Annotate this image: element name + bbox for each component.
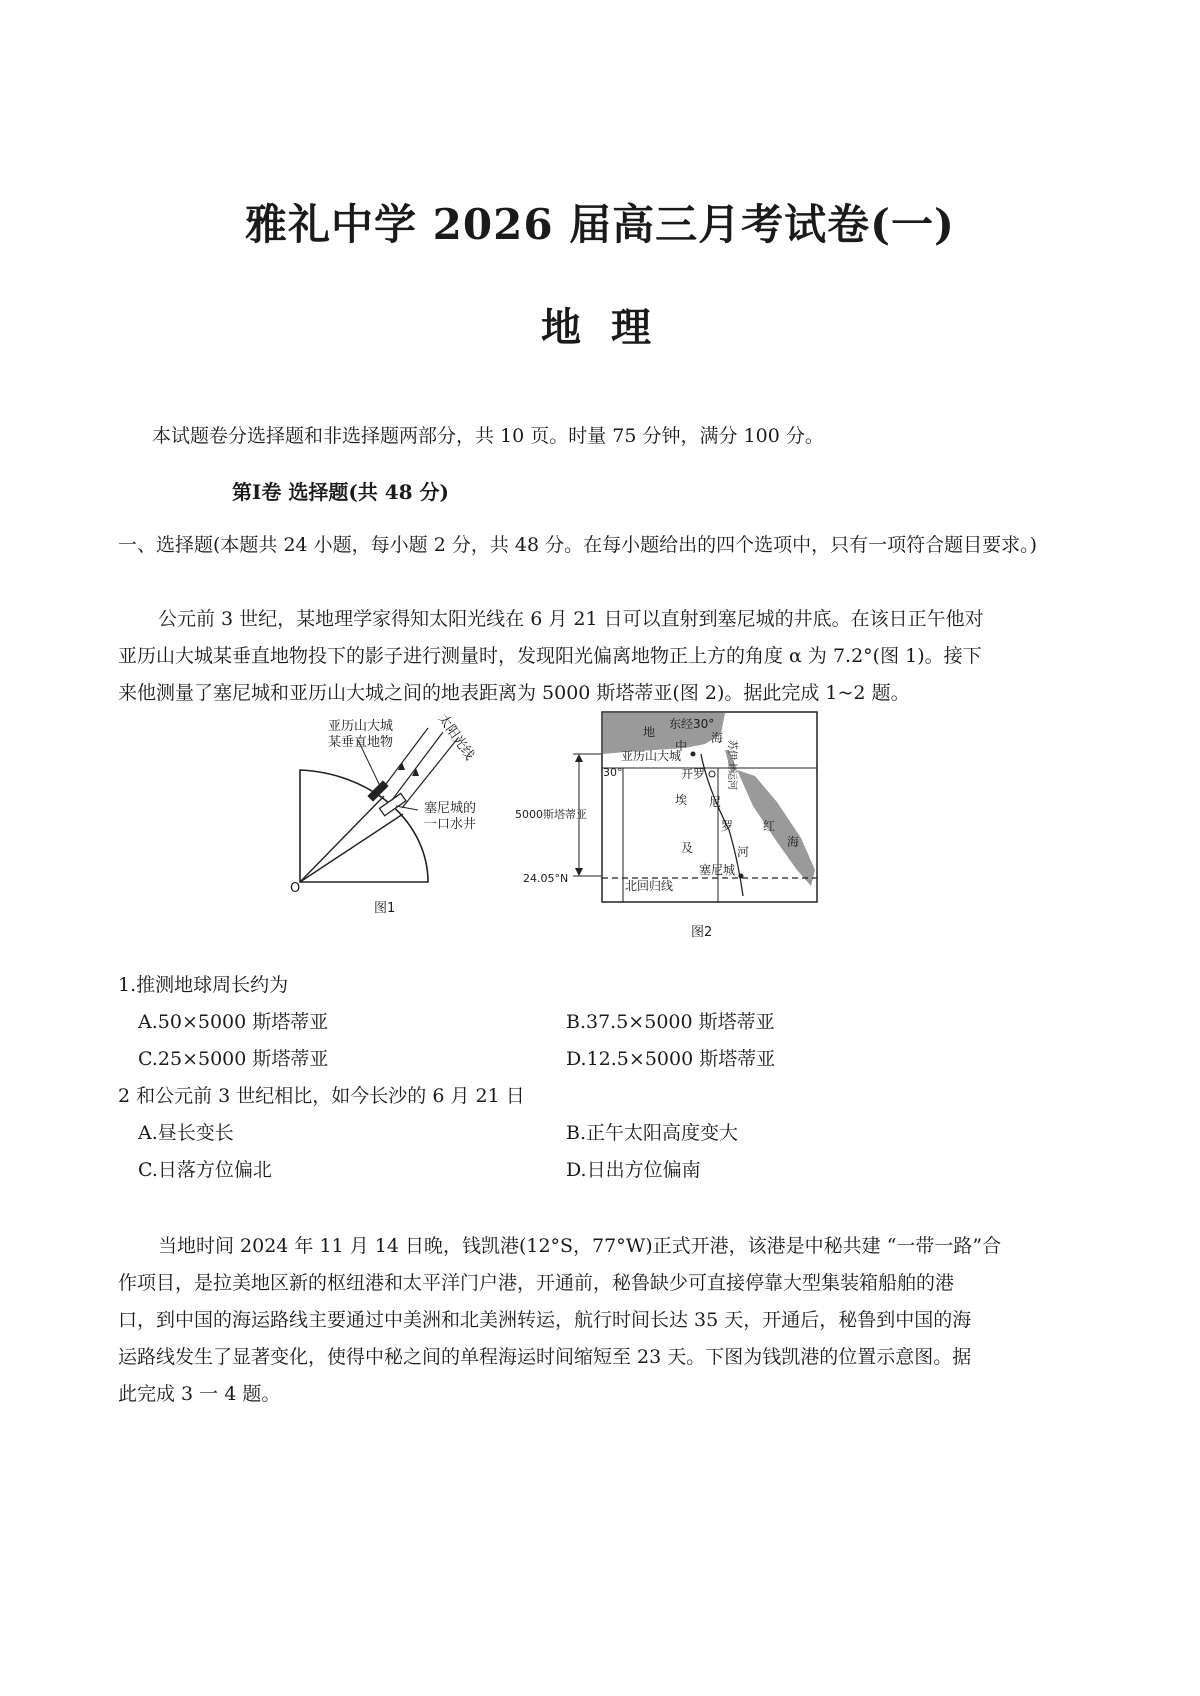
distance-arrow-bottom xyxy=(575,868,583,876)
figure-1-well-label-1: 塞尼城的 xyxy=(424,801,477,816)
figure-2-lat30-label: 30° xyxy=(603,766,623,779)
figure-2-map xyxy=(515,710,825,942)
figure-1-well-label-2: 一口水井 xyxy=(424,817,477,832)
figure-2-egypt-label-1: 埃 xyxy=(675,793,688,807)
earth-quarter-circle xyxy=(300,770,428,882)
exam-title: 雅礼中学 2026 届高三月考试卷(一) xyxy=(245,200,955,249)
distance-arrow-top xyxy=(575,754,583,762)
question-2-option-b[interactable]: B.正午太阳高度变大 xyxy=(566,1122,739,1144)
figure-2-nile-label-1: 尼 xyxy=(709,795,722,809)
figure-2-sea-label-1: 地 xyxy=(643,725,656,739)
figure-2-nile-label-2: 罗 xyxy=(721,819,734,833)
figure-1-origin-label: O xyxy=(290,881,301,896)
figure-2-distance-label: 5000斯塔蒂亚 xyxy=(515,808,587,821)
figure-2-suez-label: 苏伊士运河 xyxy=(726,740,737,790)
passage-2-line-2: 作项目，是拉美地区新的枢纽港和太平洋门户港，开通前，秘鲁缺少可直接停靠大型集装箱船舶的港 xyxy=(118,1272,955,1294)
radius-to-syene xyxy=(300,814,403,882)
passage-2-line-5: 此完成 3 一 4 题。 xyxy=(118,1383,281,1405)
question-2-stem: 2 和公元前 3 世纪相比，如今长沙的 6 月 21 日 xyxy=(118,1085,525,1107)
subject-title: 地 理 xyxy=(541,304,659,351)
figure-1-object-label-2: 某垂直地物 xyxy=(328,735,394,750)
figure-1-object-label-1: 亚历山大城 xyxy=(328,719,394,734)
syene-dot xyxy=(739,874,744,879)
cairo-dot xyxy=(709,771,715,777)
figure-1-diagram xyxy=(288,710,498,920)
section-instruction: 一、选择题(本题共 24 小题，每小题 2 分，共 48 分。在每小题给出的四个选项中，只有一项符合题目要求。) xyxy=(118,534,1038,556)
question-1-option-b[interactable]: B.37.5×5000 斯塔蒂亚 xyxy=(566,1011,775,1033)
question-2-option-d[interactable]: D.日出方位偏南 xyxy=(566,1159,701,1181)
well-leader xyxy=(396,806,418,810)
question-2-option-a[interactable]: A.昼长变长 xyxy=(138,1122,234,1144)
figure-1-sunlight-label: 太阳光线 xyxy=(434,711,477,763)
question-1-option-a[interactable]: A.50×5000 斯塔蒂亚 xyxy=(138,1011,329,1033)
figure-2-caption: 图2 xyxy=(691,925,713,940)
passage-1-line-3: 来他测量了塞尼城和亚历山大城之间的地表距离为 5000 斯塔蒂亚(图 2)。据此完成 1~2 题。 xyxy=(118,682,910,704)
figure-2-sea-label-2: 中 xyxy=(675,739,688,753)
section-title: 第Ⅰ卷 选择题(共 48 分) xyxy=(232,480,450,504)
question-1-stem: 1.推测地球周长约为 xyxy=(118,974,289,996)
exam-intro: 本试题卷分选择题和非选择题两部分，共 10 页。时量 75 分钟，满分 100 分。 xyxy=(152,425,824,447)
passage-2-line-4: 运路线发生了显著变化，使得中秘之间的单程海运时间缩短至 23 天。下图为钱凯港的位置示意图。据 xyxy=(118,1346,972,1368)
figure-2-sea-label-3: 海 xyxy=(711,731,724,745)
passage-2-line-1: 当地时间 2024 年 11 月 14 日晚，钱凯港(12°S，77°W)正式开港，该港是中秘共建 “一带一路”合 xyxy=(158,1235,1002,1257)
passage-1-line-2: 亚历山大城某垂直地物投下的影子进行测量时，发现阳光偏离地物正上方的角度 α 为 7.2°(图 1)。接下 xyxy=(118,645,982,667)
alexandria-dot xyxy=(691,752,696,757)
question-1-option-c[interactable]: C.25×5000 斯塔蒂亚 xyxy=(138,1048,329,1070)
question-1-option-d[interactable]: D.12.5×5000 斯塔蒂亚 xyxy=(566,1048,776,1070)
figure-2-tropic-label: 北回归线 xyxy=(625,879,674,893)
passage-1-line-1: 公元前 3 世纪，某地理学家得知太阳光线在 6 月 21 日可以直射到塞尼城的井底。在该日正午他对 xyxy=(158,608,984,630)
figure-2-lat24-label: 24.05°N xyxy=(523,872,569,885)
figure-2-longitude-label: 东经30° xyxy=(669,717,715,731)
figure-2-cairo-label: 开罗 xyxy=(681,767,706,781)
figure-2-syene-label: 塞尼城 xyxy=(699,863,736,877)
figure-2-nile-label-3: 河 xyxy=(737,845,750,859)
question-2-option-c[interactable]: C.日落方位偏北 xyxy=(138,1159,272,1181)
figure-2-red-sea-label-1: 红 xyxy=(763,819,776,833)
figure-2-red-sea-label-2: 海 xyxy=(787,835,800,849)
passage-2-line-3: 口，到中国的海运路线主要通过中美洲和北美洲转运，航行时间长达 35 天，开通后，秘鲁到中国的海 xyxy=(118,1309,972,1331)
figure-2-egypt-label-2: 及 xyxy=(681,841,694,855)
radius-to-alexandria xyxy=(300,796,384,882)
figure-2-alexandria-label: 亚历山大城 xyxy=(621,749,682,763)
figure-1-caption: 图1 xyxy=(374,901,396,916)
